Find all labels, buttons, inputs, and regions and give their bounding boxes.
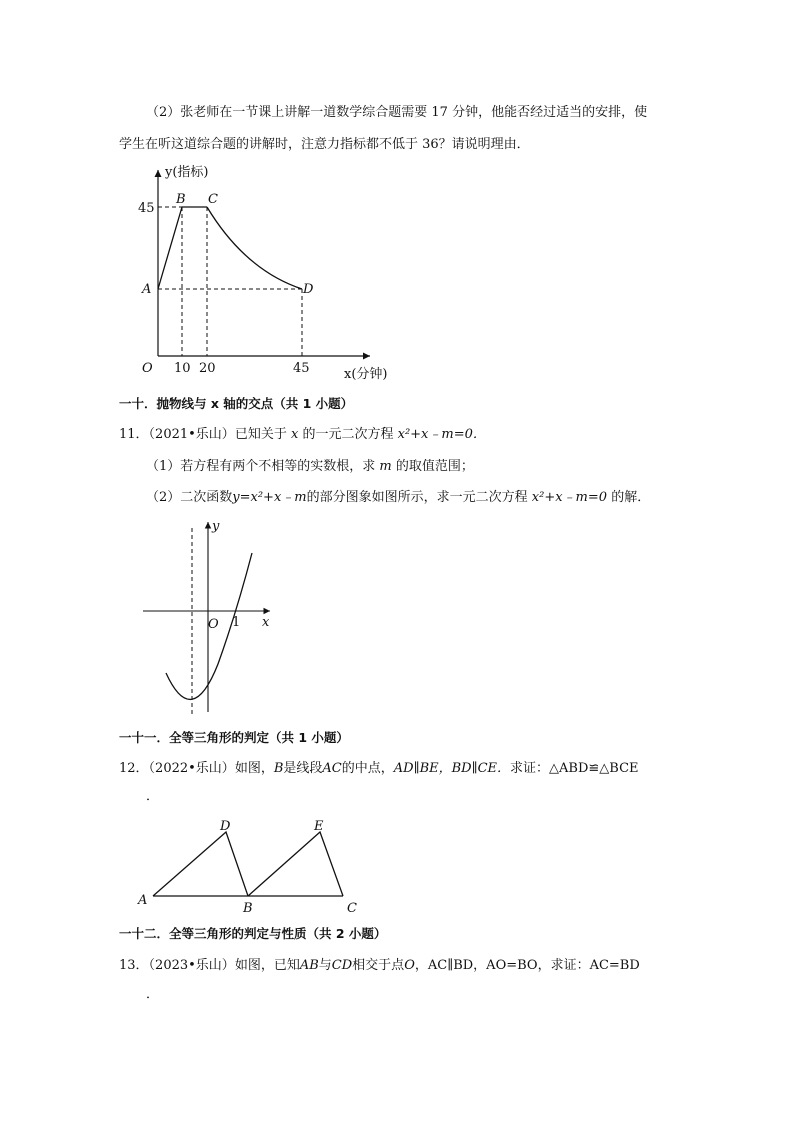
q13-period: ． — [146, 987, 160, 1002]
q13-source: （2023•乐山） — [148, 958, 235, 973]
q11-part1-var: m — [379, 459, 392, 474]
q11-part2-prefix: （2）二次函数 — [146, 490, 233, 505]
q13-text-d: ，AC∥BD，AO=BO，求证：AC=BD — [414, 958, 640, 973]
triangle-BCE — [248, 832, 343, 896]
segment-AB-BC — [158, 207, 207, 289]
point-A-label: A — [142, 282, 152, 297]
q11-stem-mid: 的一元二次方程 — [302, 427, 394, 442]
q11-part1 — [146, 458, 474, 476]
q11-part1-suffix: 的取值范围； — [395, 459, 474, 474]
q13-text-c: 相交于点 — [352, 958, 405, 973]
q12-text-a: 如图， — [234, 761, 274, 776]
q12-text-b: 是线段 — [283, 761, 323, 776]
q12-text-c: 的中点， — [341, 761, 394, 776]
x-axis-label: x(分钟) — [344, 367, 388, 382]
q12-B: B — [273, 761, 284, 776]
y-axis-label: y(指标) — [165, 165, 209, 180]
fig2-x-label: x — [262, 615, 270, 630]
label-A: A — [138, 893, 148, 908]
fig2-tick-1: 1 — [232, 615, 241, 630]
q13-text-b: 与 — [318, 958, 332, 973]
x-tick-10: 10 — [174, 361, 191, 376]
point-B-label: B — [176, 192, 186, 207]
q12-proof-target: 求证：△ABD≌△BCE — [510, 761, 639, 776]
q12-stem — [119, 760, 639, 778]
q10-part2-line2: 学生在听这道综合题的讲解时，注意力指标都不低于 36？请说明理由． — [119, 137, 530, 152]
q11-part2-func: y=x²+x﹣m — [232, 490, 307, 505]
q11-number: 11． — [119, 427, 149, 442]
q12-conditions: AD∥BE，BD∥CE． — [393, 761, 511, 776]
curve-CD — [207, 207, 302, 289]
y-tick-45: 45 — [138, 201, 155, 216]
q12-period: ． — [146, 789, 160, 804]
x-tick-20: 20 — [199, 361, 216, 376]
q11-part2-suffix: 的解． — [611, 490, 651, 505]
label-D: D — [220, 819, 231, 834]
q11-part1-prefix: （1）若方程有两个不相等的实数根，求 — [146, 459, 376, 474]
fig2-origin: O — [208, 617, 219, 632]
q11-stem — [119, 426, 486, 444]
q13-number: 13． — [119, 958, 149, 973]
label-B: B — [243, 901, 253, 916]
q13-O: O — [404, 958, 415, 973]
q11-stem-prefix: 已知关于 — [234, 427, 287, 442]
q11-var-x: x — [290, 427, 299, 442]
section-11-heading: 一十一．全等三角形的判定（共 1 小题） — [119, 730, 349, 745]
q12-AC: AC — [322, 761, 342, 776]
q12-number: 12． — [119, 761, 149, 776]
point-D-label: D — [303, 282, 314, 297]
q13-AB: AB — [299, 958, 319, 973]
q11-part2-mid: 的部分图象如图所示，求一元二次方程 — [306, 490, 528, 505]
label-E: E — [314, 819, 324, 834]
q13-text-a: 如图，已知 — [234, 958, 300, 973]
triangle-ABD — [153, 832, 248, 896]
q11-equation: x²+x﹣m=0． — [397, 427, 486, 442]
label-C: C — [347, 901, 357, 916]
origin-label: O — [142, 361, 153, 376]
q10-part2-line1: （2）张老师在一节课上讲解一道数学综合题需要 17 分钟，他能否经过适当的安排，使 — [146, 105, 648, 120]
q13-stem — [119, 957, 640, 975]
fig2-y-label: y — [212, 519, 220, 534]
section-12-heading: 一十二．全等三角形的判定与性质（共 2 小题） — [119, 926, 387, 941]
q12-source: （2022•乐山） — [148, 761, 235, 776]
q11-part2-eq: x²+x﹣m=0 — [531, 490, 608, 505]
q13-CD: CD — [331, 958, 353, 973]
q11-part2 — [146, 489, 650, 507]
section-10-heading: 一十．抛物线与 x 轴的交点（共 1 小题） — [119, 396, 354, 411]
q11-source: （2021•乐山） — [148, 427, 235, 442]
point-C-label: C — [208, 192, 218, 207]
x-tick-45: 45 — [293, 361, 310, 376]
